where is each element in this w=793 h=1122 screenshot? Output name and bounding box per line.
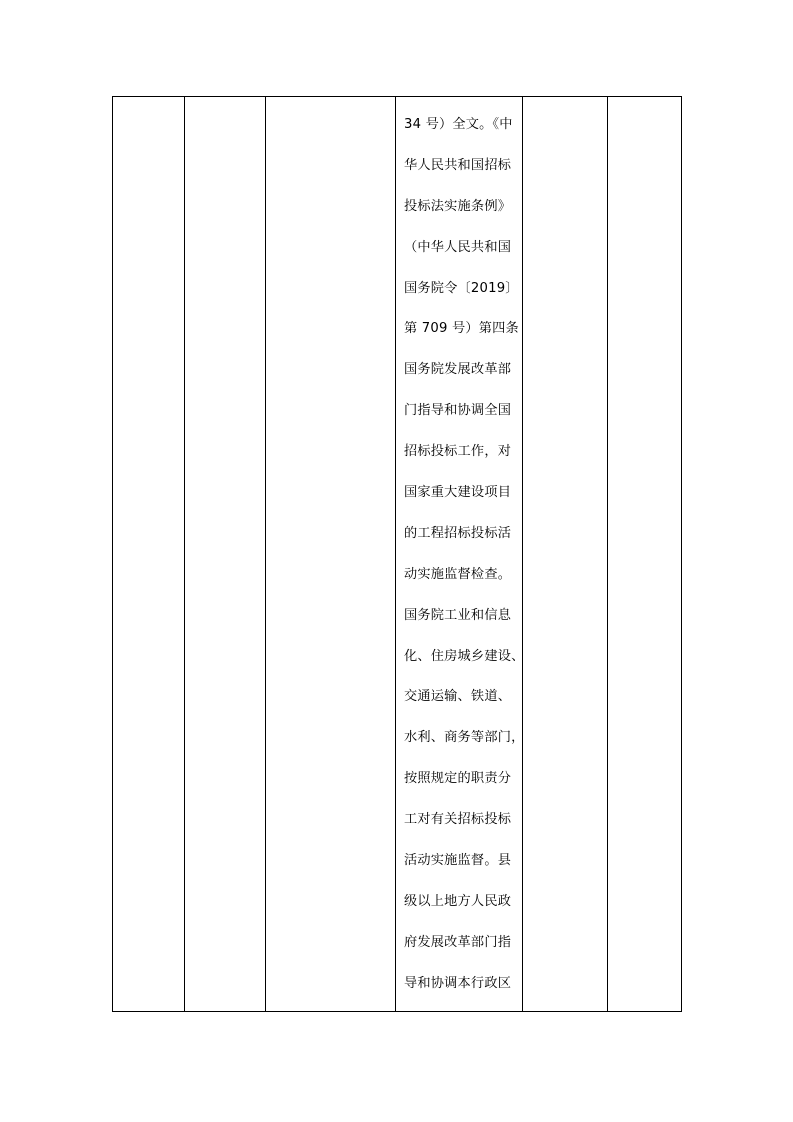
text-line: 34 号）全文。《中 [404,117,513,132]
text-line: 的工程招标投标活 [404,525,512,541]
table-cell-col-5 [523,97,608,1012]
text-line: 按照规定的职责分 [404,771,512,787]
table-row [113,97,682,1012]
table-cell-col-2 [185,97,266,1012]
text-line: 国家重大建设项目 [404,485,512,501]
text-line: 化、住房城乡建设、 [404,648,525,664]
text-line: 导和协调本行政区 [404,975,512,991]
table-cell-col-6 [608,97,682,1012]
text-line: 交通运输、铁道、 [404,689,512,705]
text-line: 工对有关招标投标 [404,812,512,828]
text-line: 门指导和协调全国 [404,403,512,419]
text-line: 投标法实施条例》 [404,198,512,214]
document-table [112,96,682,1012]
text-line: 活动实施监督。县 [404,853,512,869]
text-line: 水利、商务等部门， [404,730,525,746]
table-cell-col-1 [113,97,185,1012]
text-line: 第 709 号）第四条 [404,321,519,337]
text-line: 国务院工业和信息 [404,607,512,623]
text-line: 招标投标工作，对 [404,444,512,460]
text-line: 级以上地方人民政 [404,893,512,909]
text-line: （中华人民共和国 [404,239,512,255]
text-line: 动实施监督检查。 [404,566,512,582]
text-line: 国务院令〔2019〕 [404,280,519,296]
text-line: 国务院发展改革部 [404,362,512,378]
text-line: 府发展改革部门指 [404,934,512,950]
table-cell-col-3 [266,97,396,1012]
table-cell-basis-text [396,97,523,1012]
text-line: 华人民共和国招标 [404,157,512,173]
basis-text-lines [396,97,525,1005]
